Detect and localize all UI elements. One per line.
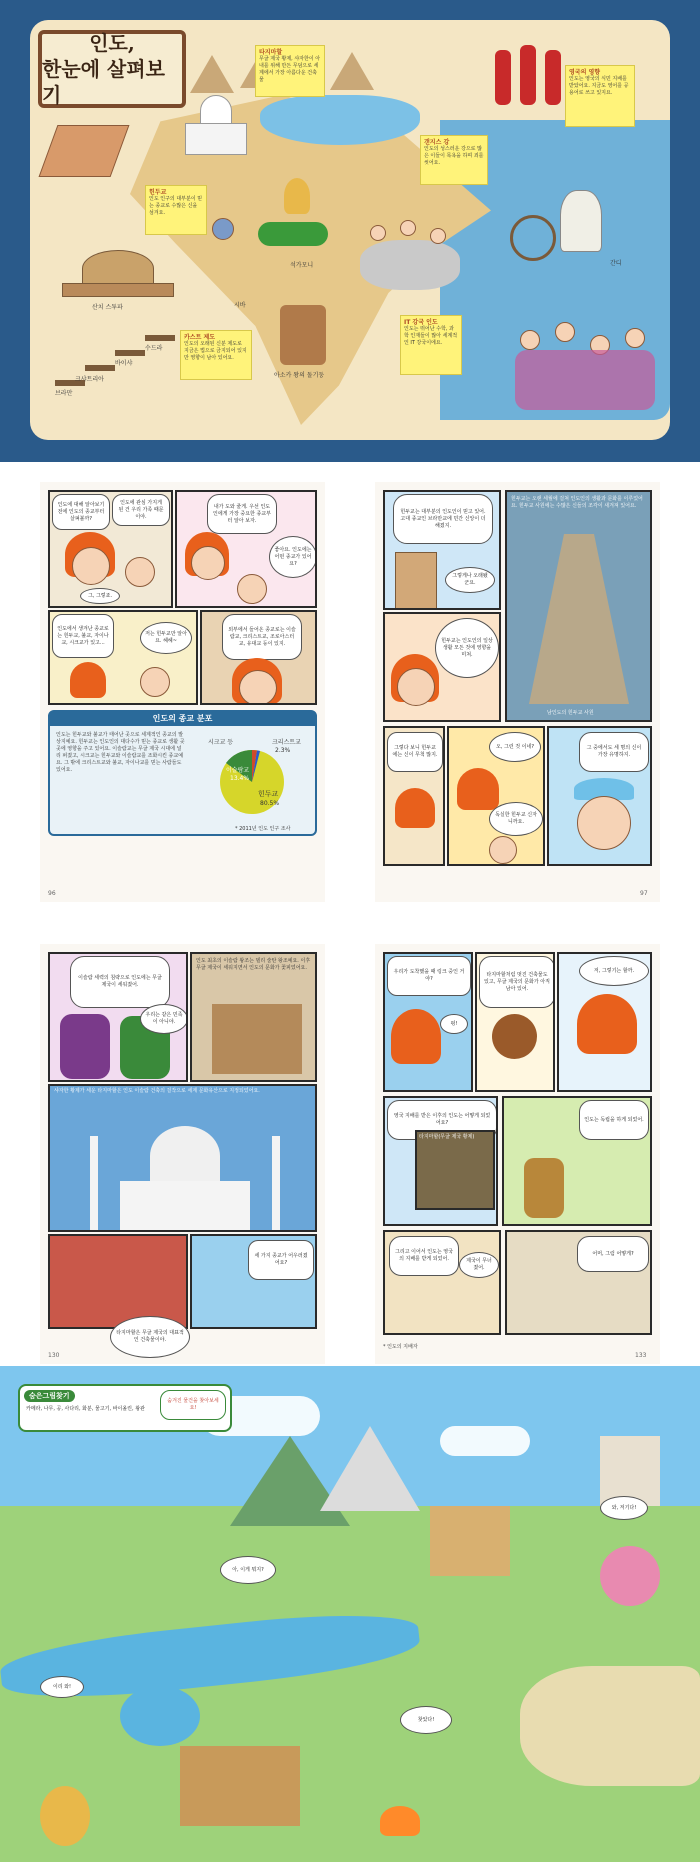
taj-mahal-icon xyxy=(175,95,255,155)
stupa-icon xyxy=(62,250,172,300)
girl-character-face xyxy=(72,547,110,585)
speech-bubble: 그렇게나 오래됐군요. xyxy=(445,567,495,593)
speech-bubble: 오, 그런 것 이네? xyxy=(489,732,541,762)
speech-bubble: 우리는 같은 민족이 아니야. xyxy=(140,1004,188,1034)
comic-panel xyxy=(383,726,445,866)
comic-panel xyxy=(383,490,501,610)
girl-character-face xyxy=(397,668,435,706)
mughal-painting xyxy=(212,1004,302,1074)
boy-character-face xyxy=(237,574,267,604)
speech-bubble: 타지마할은 무굴 제국의 대표적인 건축물이야. xyxy=(110,1316,190,1358)
caste-label: 크샤트리아 xyxy=(75,376,104,383)
caste-label: 수드라 xyxy=(145,345,163,352)
comic-panel xyxy=(383,952,473,1092)
speech-bubble: 저, 그렇기는 할까. xyxy=(579,956,649,986)
mountain-icon xyxy=(190,55,234,93)
label-gandhi: 간디 xyxy=(610,260,622,267)
painting-label: 타지마할(무굴 제국 황제) xyxy=(419,1134,475,1140)
town-area xyxy=(520,1666,700,1786)
girl-character-hair xyxy=(70,662,106,698)
page-number: 130 xyxy=(48,1352,60,1359)
label-shiva: 시바 xyxy=(234,302,246,309)
label-lion-capital: 아소카 왕의 돌기둥 xyxy=(274,372,325,379)
caste-label: 바이샤 xyxy=(115,360,133,367)
map-title-line1: 인도, xyxy=(89,31,135,55)
girl-character-face xyxy=(191,546,225,580)
seek-instructions-box xyxy=(18,1384,232,1432)
girl-character-hair xyxy=(395,788,435,828)
ganesha-statue xyxy=(600,1546,660,1606)
pie-pct-hindu: 80.5% xyxy=(260,800,280,807)
it-worker-figure xyxy=(370,225,386,241)
palace-building xyxy=(430,1506,510,1576)
map-title-line2: 한눈에 살펴보기 xyxy=(42,57,165,107)
speech-bubble: 그리고 이어서 인도는 영국의 지배를 받게 되었어. xyxy=(389,1236,459,1276)
ancient-pillar xyxy=(395,552,437,609)
it-worker-figure xyxy=(400,220,416,236)
buddha-figure xyxy=(40,1786,90,1846)
speech-bubble: 와, 저기다! xyxy=(600,1496,648,1520)
boy-character-face xyxy=(125,557,155,587)
portrait-painting xyxy=(415,1130,495,1210)
speech-bubble: 독실한 힌두교 신자니까요. xyxy=(489,802,543,836)
speech-bubble: 그 중에서도 세 명의 신이 가장 유명하지. xyxy=(579,732,649,772)
comic-page-left xyxy=(40,482,325,902)
girl-character-hair xyxy=(577,994,637,1054)
minaret xyxy=(272,1136,280,1231)
ganges-river xyxy=(260,95,420,145)
note-it: IT 강국 인도 인도는 뛰어난 수학, 과학 인재들이 많아 세계적인 IT 강국이에요. xyxy=(400,315,462,375)
cloud xyxy=(440,1426,530,1456)
boy-character-hair xyxy=(492,1014,537,1059)
speech-bubble: 우리가 도착했을 때 링크 중인 거야? xyxy=(387,956,471,996)
footnote: * 인도의 지배자 xyxy=(383,1344,418,1350)
comic-panel xyxy=(547,726,652,866)
buddha-statue-icon xyxy=(284,178,310,214)
shiva-figure-icon xyxy=(212,218,234,240)
comic-panel xyxy=(48,610,198,705)
note-hinduism: 힌두교 인도 인구의 대부분이 믿는 종교로 수많은 신을 섬겨요. xyxy=(145,185,207,235)
speech-bubble: 이리 와! xyxy=(40,1676,84,1698)
taj-mahal-base xyxy=(120,1181,250,1231)
speech-bubble: 인도에 관심 가지게 된 건 우리 가족 때문이야. xyxy=(112,494,170,526)
tree-bush xyxy=(258,222,328,246)
british-soldiers-illustration xyxy=(490,40,570,115)
india-map-page xyxy=(0,0,700,462)
minaret xyxy=(90,1136,98,1231)
speech-bubble: 인도에서 생겨난 종교로는 힌두교, 불교, 자이나교, 시크교가 있고... xyxy=(52,614,114,658)
speech-bubble: 힌두교는 대부분의 인도인이 믿고 있어. 고대 종교인 브라만교에 민간 신앙이 더해졌지. xyxy=(393,494,493,544)
panel-caption: 인도 최초의 이슬람 왕조는 델리 술탄 왕조예요. 이후 무굴 제국이 세워지면서 인도의 문화가 꽃피었어요. xyxy=(196,958,311,971)
sultan-figure xyxy=(60,1014,110,1079)
red-fort-photo-panel xyxy=(48,1234,188,1329)
label-sanchi: 산치 스투파 xyxy=(92,304,123,311)
indian-people-group xyxy=(510,320,660,420)
panel-caption: 샤자한 황제가 세운 타지마할은 인도 이슬람 건축의 걸작으로 세계 문화유산으로 지정되었어요. xyxy=(54,1088,260,1094)
hidden-picture-page xyxy=(0,1366,700,1862)
photo-caption-small: 남인도의 힌두교 사원 xyxy=(547,710,594,716)
pie-label-sikh: 시크교 등 xyxy=(208,739,234,746)
comic-panel xyxy=(505,1230,652,1335)
note-british: 영국의 영향 인도는 영국의 식민 지배를 받았어요. 지금도 영어를 공용어로 쓰고 있지요. xyxy=(565,65,635,127)
comic-panel xyxy=(175,490,317,608)
gandhi-figure-icon xyxy=(560,190,602,252)
painting-panel xyxy=(190,952,317,1082)
comic-page-right xyxy=(375,944,660,1364)
spinning-wheel-icon xyxy=(510,215,556,261)
seek-hint-bubble: 숨겨진 물건을 찾아보세요! xyxy=(160,1390,226,1420)
comic-page-right xyxy=(375,482,660,902)
girl-character-face xyxy=(239,670,277,705)
pie-label-islam: 이슬람교 xyxy=(226,767,250,774)
speech-bubble: 외부에서 들어온 종교로는 이슬람교, 크리스트교, 조로아스터교, 유대교 등이 있지. xyxy=(222,614,302,660)
comic-panel xyxy=(48,952,188,1082)
boy-character-face xyxy=(577,796,631,850)
fire xyxy=(380,1806,420,1836)
speech-bubble: 세 가지 종교가 어우러졌어요? xyxy=(248,1240,314,1280)
religion-pie-chart xyxy=(200,736,310,826)
label-buddha: 석가모니 xyxy=(290,262,314,269)
hindu-temple-tower xyxy=(529,534,629,704)
comic-panel xyxy=(200,610,317,705)
seek-title: 숨은그림찾기 xyxy=(24,1390,75,1402)
boy-character-face xyxy=(489,836,517,864)
caste-ladder xyxy=(55,320,175,410)
map-title xyxy=(38,30,186,108)
comic-page-left xyxy=(40,944,325,1364)
snow-mountain-icon xyxy=(320,1426,420,1511)
temple-photo-panel xyxy=(505,490,652,722)
speech-bubble: 그, 그렇죠. xyxy=(80,588,120,604)
river xyxy=(120,1686,200,1746)
comic-spread-mughal xyxy=(0,924,700,1366)
temple-building xyxy=(180,1746,300,1826)
speech-bubble: 찾았다! xyxy=(400,1706,452,1734)
comic-panel xyxy=(447,726,545,866)
lion-capital-icon xyxy=(280,305,326,365)
speech-bubble: 내가 도와 줄게. 우선 인도인에게 가장 중요한 종교부터 알아 보자. xyxy=(207,494,277,534)
comic-panel xyxy=(557,952,652,1092)
speech-bubble: 타지마할처럼 멋진 건축물도 있고, 무굴 제국의 문화가 아직 남아 있어. xyxy=(479,956,555,1008)
speech-bubble: 힌두교는 인도인의 일상 생활 모든 것에 영향을 미쳐. xyxy=(435,618,499,678)
religion-distribution-box xyxy=(48,710,317,836)
comic-panel xyxy=(383,1230,501,1335)
note-taj-mahal: 타지마할 무굴 제국 황제, 샤자한이 아내를 위해 만든 무덤으로 세계에서 가장 아름다운 건축물 xyxy=(255,45,325,97)
caste-label: 브라만 xyxy=(55,390,73,397)
info-box-title: 인도의 종교 분포 xyxy=(50,712,315,726)
comic-spread-religion xyxy=(0,462,700,924)
boy-character-face xyxy=(140,667,170,697)
comic-panel xyxy=(502,1096,652,1226)
speech-bubble: 인도는 독립을 하게 되었어. xyxy=(579,1100,649,1140)
speech-bubble: 제국이 무너졌어. xyxy=(459,1252,499,1278)
speech-bubble: 인도에 대해 알아보기 전에 인도의 종교부터 살펴볼까? xyxy=(52,494,110,530)
chart-source: * 2011년 인도 인구 조사 xyxy=(235,826,291,832)
mosque-photo-panel xyxy=(190,1234,317,1329)
pie-pct-islam: 13.4% xyxy=(230,775,250,782)
page-number: 96 xyxy=(48,890,56,897)
photo-caption: 힌두교는 오랜 세월에 걸쳐 인도인의 생활과 문화를 이루었어요. 힌두교 사원에는 수많은 신들의 조각이 새겨져 있어요. xyxy=(511,496,643,509)
note-caste: 카스트 제도 인도의 오래된 신분 제도로 지금은 법으로 금지되어 있지만 영향이 남아 있어요. xyxy=(180,330,252,380)
sound-effect: 펑! xyxy=(440,1014,468,1034)
speech-bubble: 아, 이게 뭐지? xyxy=(220,1556,276,1584)
page-number: 133 xyxy=(635,1352,647,1359)
mountain-icon xyxy=(330,52,374,90)
note-ganges: 갠지스 강 인도의 성스러운 강으로 많은 이들이 목욕을 하며 죄를 씻어요. xyxy=(420,135,488,185)
comic-panel xyxy=(475,952,555,1092)
info-box-text: 인도는 힌두교와 불교가 태어난 곳으로 세계적인 종교의 발상지예요. 힌두교는 인도인의 대다수가 믿는 종교로 생활 곳곳에 영향을 주고 있어요. 이슬람교는 무굴 제국 시대에 널리 퍼졌고, 시크교는 힌두교와 이슬람교를 조화시킨 종교예요. 그 밖에 크리스트교와 불교, 자이나교를 믿는 사람들도 있어요. xyxy=(56,732,185,773)
seek-items-list: 카메라, 나무, 공, 사다리, 화분, 물고기, 바이올린, 왕관 xyxy=(26,1406,145,1412)
mughal-figure xyxy=(524,1158,564,1218)
speech-bubble: 저는 힌두교만 알아요. 헤헤~ xyxy=(140,622,192,654)
speech-bubble: 영국 지배를 받은 이후의 인도는 어떻게 되었어요? xyxy=(387,1100,497,1140)
girl-character-hair xyxy=(457,768,499,810)
taj-mahal-dome xyxy=(150,1126,220,1186)
taj-mahal-photo-panel xyxy=(48,1084,317,1232)
girl-character-hair xyxy=(391,1009,441,1064)
speech-bubble: 좋아요. 인도에는 어떤 종교가 있어요? xyxy=(269,536,317,578)
it-office-table xyxy=(360,240,460,290)
pie-pct-christian: 2.3% xyxy=(275,747,291,754)
page-number: 97 xyxy=(640,890,648,897)
it-worker-figure xyxy=(430,228,446,244)
speech-bubble: 어머, 그럼 어떻게? xyxy=(577,1236,649,1272)
comic-panel xyxy=(383,612,501,722)
pie-label-hindu: 힌두교 xyxy=(258,790,279,798)
comic-panel xyxy=(48,490,173,608)
speech-bubble: 이슬람 세력의 침략으로 인도에는 무굴 제국이 세워졌어. xyxy=(70,956,170,1008)
speech-bubble: 그렇다 보니 힌두교에는 신이 무척 많지. xyxy=(387,732,443,772)
pie-label-christian: 크리스트교 xyxy=(272,739,301,746)
